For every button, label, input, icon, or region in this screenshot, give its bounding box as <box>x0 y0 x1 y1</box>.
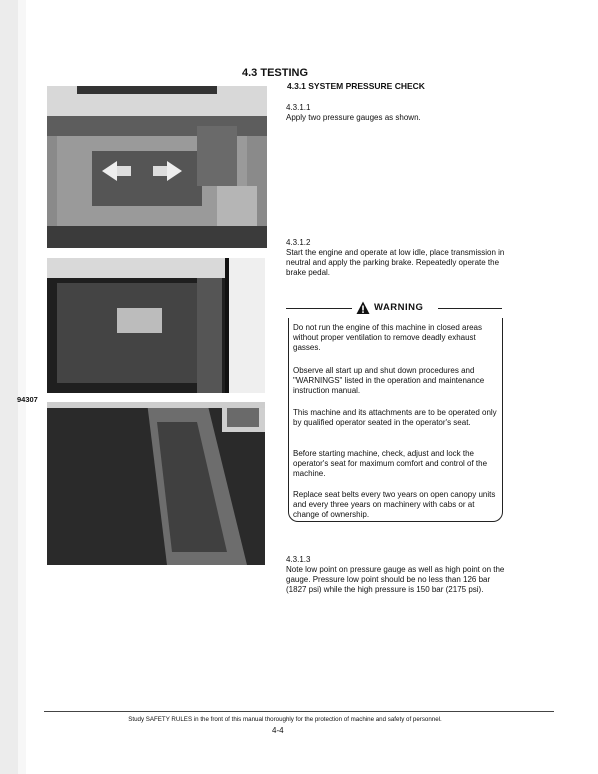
step-number: 4.3.1.2 <box>286 238 311 247</box>
step-4-3-1-1 <box>286 103 508 123</box>
warning-paragraph: Do not run the engine of this machine in closed areas without proper ventilation to remove deadly exhaust gasses. <box>293 323 483 352</box>
photo-label: 94307 <box>17 395 38 404</box>
warning-triangle-icon <box>356 301 370 315</box>
photo-engine-compartment <box>47 258 265 393</box>
warning-rule-left <box>286 308 352 309</box>
page-number: 4-4 <box>272 726 284 735</box>
section-title: 4.3 TESTING <box>242 67 309 79</box>
photo-cab-interior <box>47 402 265 565</box>
warning-paragraph: This machine and its attachments are to be operated only by qualified operator seated in the operator's seat. <box>293 408 497 427</box>
warning-header <box>286 299 502 317</box>
step-4-3-1-2 <box>286 238 508 278</box>
step-number: 4.3.1.3 <box>286 555 311 564</box>
footer-safety-note: Study SAFETY RULES in the front of this manual thoroughly for the protection of machine and safety of personnel. <box>128 716 442 723</box>
step-text: Apply two pressure gauges as shown. <box>286 113 421 122</box>
step-text: Start the engine and operate at low idle, place transmission in neutral and apply the parking brake. Repeatedly operate the brake pedal. <box>286 248 505 277</box>
step-text: Note low point on pressure gauge as well as high point on the gauge. Pressure low point should be no less than 126 bar (1827 psi) while the high pressure is 150 bar (2175 psi). <box>286 565 505 594</box>
warning-paragraph: Observe all start up and shut down procedures and "WARNINGS" listed in the operation and maintenance instruction manual. <box>293 366 485 395</box>
step-4-3-1-3 <box>286 555 508 595</box>
scan-edge <box>0 0 18 774</box>
footer-divider <box>44 711 554 712</box>
step-number: 4.3.1.1 <box>286 103 311 112</box>
warning-paragraph: Before starting machine, check, adjust and lock the operator's seat for maximum comfort and control of the machine. <box>293 449 488 478</box>
warning-paragraph: Replace seat belts every two years on open canopy units and every three years on machinery with cabs or at change of ownership. <box>293 490 496 519</box>
subsection-title: 4.3.1 SYSTEM PRESSURE CHECK <box>287 81 425 91</box>
scan-edge-shadow <box>18 0 26 774</box>
photo-pressure-gauges <box>47 86 267 248</box>
warning-rule-right <box>438 308 502 309</box>
warning-title: WARNING <box>374 302 424 313</box>
